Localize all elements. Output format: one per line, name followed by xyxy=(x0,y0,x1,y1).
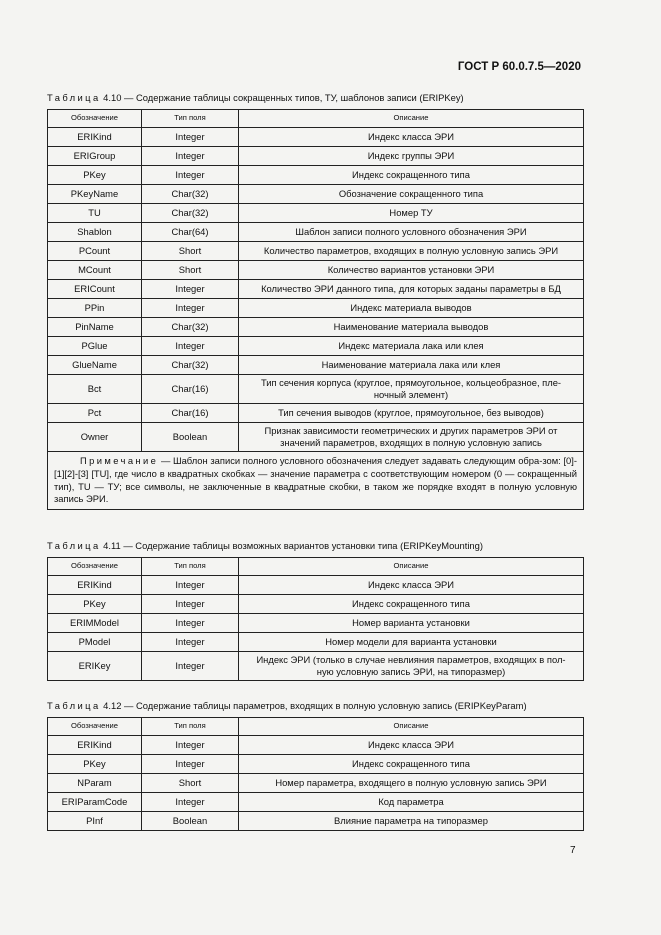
cell-field-type: Integer xyxy=(142,793,239,812)
cell-description: Код параметра xyxy=(239,793,584,812)
table-row xyxy=(48,223,584,242)
cell-designation: NParam xyxy=(48,774,142,793)
cell-description: Количество вариантов установки ЭРИ xyxy=(239,261,584,280)
cell-description: Наименование материала выводов xyxy=(239,318,584,337)
table-row xyxy=(48,356,584,375)
cell-designation: TU xyxy=(48,204,142,223)
cell-designation: MCount xyxy=(48,261,142,280)
table-row xyxy=(48,318,584,337)
cell-designation: Owner xyxy=(48,423,142,452)
column-header-designation: Обозначение xyxy=(48,110,142,128)
cell-designation: ERIGroup xyxy=(48,147,142,166)
cell-designation: PInf xyxy=(48,812,142,831)
caption-prefix: Таблица xyxy=(47,700,101,711)
cell-designation: PKey xyxy=(48,595,142,614)
table-row xyxy=(48,299,584,318)
cell-designation: ERICount xyxy=(48,280,142,299)
cell-field-type: Integer xyxy=(142,755,239,774)
caption-text: 4.11 — Содержание таблицы возможных вариантов установки типа (ERIPKeyMounting) xyxy=(103,540,483,551)
table-row xyxy=(48,614,584,633)
cell-description: Индекс сокращенного типа xyxy=(239,595,584,614)
cell-description: Влияние параметра на типоразмер xyxy=(239,812,584,831)
cell-designation: ERIParamCode xyxy=(48,793,142,812)
cell-description: Тип сечения корпуса (круглое, прямоугольное, кольцеобразное, пле- ночный элемент) xyxy=(239,375,584,404)
caption-prefix: Таблица xyxy=(47,92,101,103)
document-code: ГОСТ Р 60.0.7.5—2020 xyxy=(457,61,581,73)
cell-designation: ERIKind xyxy=(48,576,142,595)
cell-description: Индекс группы ЭРИ xyxy=(239,147,584,166)
cell-description: Индекс материала выводов xyxy=(239,299,584,318)
cell-designation: PPin xyxy=(48,299,142,318)
cell-field-type: Char(32) xyxy=(142,318,239,337)
cell-description: Признак зависимости геометрических и других параметров ЭРИ от значений параметров, входящих в полную условную запись xyxy=(239,423,584,452)
table-row xyxy=(48,242,584,261)
column-header-description: Описание xyxy=(239,558,584,576)
cell-field-type: Integer xyxy=(142,147,239,166)
cell-description: Количество параметров, входящих в полную условную запись ЭРИ xyxy=(239,242,584,261)
cell-description: Индекс класса ЭРИ xyxy=(239,736,584,755)
table-4-11 xyxy=(47,557,584,681)
cell-field-type: Char(32) xyxy=(142,185,239,204)
note-text: — Шаблон записи полного условного обозначения следует задавать следующим обра-зом: [0]-[1][2]-[3] [TU], где число в квадратных скобках — значение параметра с соответствующим номером (0 — сокращенный тип), TU — ТУ; все символы, не заключенные в квадратные скобки, в таком же порядке входят в полную условную запись ЭРИ. xyxy=(54,455,577,505)
caption-text: 4.12 — Содержание таблицы параметров, входящих в полную условную запись (ERIPKeyParam) xyxy=(103,700,527,711)
cell-designation: PKey xyxy=(48,166,142,185)
cell-description: Индекс сокращенного типа xyxy=(239,166,584,185)
cell-field-type: Boolean xyxy=(142,812,239,831)
cell-field-type: Short xyxy=(142,774,239,793)
cell-designation: PModel xyxy=(48,633,142,652)
cell-description: Шаблон записи полного условного обозначения ЭРИ xyxy=(239,223,584,242)
table-caption-4-12 xyxy=(47,700,587,711)
cell-designation: Pct xyxy=(48,404,142,423)
cell-field-type: Integer xyxy=(142,166,239,185)
cell-designation: ERIKey xyxy=(48,652,142,681)
cell-field-type: Short xyxy=(142,261,239,280)
table-note xyxy=(48,452,584,510)
cell-description: Индекс материала лака или клея xyxy=(239,337,584,356)
cell-field-type: Integer xyxy=(142,652,239,681)
cell-designation: Bct xyxy=(48,375,142,404)
table-row xyxy=(48,337,584,356)
table-note-row xyxy=(48,452,584,510)
table-row xyxy=(48,185,584,204)
cell-description: Индекс класса ЭРИ xyxy=(239,576,584,595)
table-header-row xyxy=(48,558,584,576)
cell-designation: PCount xyxy=(48,242,142,261)
table-header-row xyxy=(48,110,584,128)
cell-field-type: Boolean xyxy=(142,423,239,452)
cell-field-type: Char(16) xyxy=(142,375,239,404)
column-header-field-type: Тип поля xyxy=(142,558,239,576)
caption-text: 4.10 — Содержание таблицы сокращенных типов, ТУ, шаблонов записи (ERIPKey) xyxy=(103,92,464,103)
cell-description: Индекс ЭРИ (только в случае невлияния параметров, входящих в пол- ную условную запись ЭРИ, на типоразмер) xyxy=(239,652,584,681)
table-caption-4-10 xyxy=(47,92,587,103)
cell-designation: GlueName xyxy=(48,356,142,375)
cell-designation: ERIKind xyxy=(48,736,142,755)
cell-field-type: Integer xyxy=(142,595,239,614)
table-row xyxy=(48,128,584,147)
cell-field-type: Integer xyxy=(142,337,239,356)
note-prefix: Примечание xyxy=(80,455,159,467)
cell-field-type: Integer xyxy=(142,280,239,299)
cell-description: Индекс класса ЭРИ xyxy=(239,128,584,147)
table-row xyxy=(48,261,584,280)
cell-designation: PGlue xyxy=(48,337,142,356)
table-row xyxy=(48,375,584,404)
column-header-designation: Обозначение xyxy=(48,718,142,736)
table-row xyxy=(48,576,584,595)
table-row xyxy=(48,652,584,681)
cell-description: Наименование материала лака или клея xyxy=(239,356,584,375)
cell-designation: PKey xyxy=(48,755,142,774)
caption-prefix: Таблица xyxy=(47,540,101,551)
cell-field-type: Integer xyxy=(142,736,239,755)
cell-field-type: Integer xyxy=(142,128,239,147)
table-row xyxy=(48,166,584,185)
cell-field-type: Char(64) xyxy=(142,223,239,242)
table-caption-4-11 xyxy=(47,540,587,551)
cell-description: Номер ТУ xyxy=(239,204,584,223)
cell-designation: ERIMModel xyxy=(48,614,142,633)
cell-designation: PKeyName xyxy=(48,185,142,204)
table-row xyxy=(48,793,584,812)
table-row xyxy=(48,204,584,223)
column-header-designation: Обозначение xyxy=(48,558,142,576)
table-4-10 xyxy=(47,109,584,510)
cell-field-type: Integer xyxy=(142,614,239,633)
table-row xyxy=(48,147,584,166)
cell-field-type: Integer xyxy=(142,299,239,318)
column-header-description: Описание xyxy=(239,110,584,128)
cell-field-type: Char(16) xyxy=(142,404,239,423)
cell-designation: Shablon xyxy=(48,223,142,242)
cell-description: Тип сечения выводов (круглое, прямоугольное, без выводов) xyxy=(239,404,584,423)
table-row xyxy=(48,595,584,614)
column-header-description: Описание xyxy=(239,718,584,736)
cell-description: Номер варианта установки xyxy=(239,614,584,633)
table-row xyxy=(48,774,584,793)
cell-description: Обозначение сокращенного типа xyxy=(239,185,584,204)
table-row xyxy=(48,812,584,831)
table-row xyxy=(48,633,584,652)
column-header-field-type: Тип поля xyxy=(142,110,239,128)
table-row xyxy=(48,736,584,755)
table-row xyxy=(48,423,584,452)
table-row xyxy=(48,280,584,299)
cell-field-type: Char(32) xyxy=(142,356,239,375)
table-row xyxy=(48,755,584,774)
cell-field-type: Short xyxy=(142,242,239,261)
table-4-12 xyxy=(47,717,584,831)
cell-description: Номер модели для варианта установки xyxy=(239,633,584,652)
cell-designation: ERIKind xyxy=(48,128,142,147)
cell-designation: PinName xyxy=(48,318,142,337)
page-number: 7 xyxy=(570,845,576,856)
table-header-row xyxy=(48,718,584,736)
cell-field-type: Integer xyxy=(142,633,239,652)
cell-field-type: Integer xyxy=(142,576,239,595)
cell-description: Номер параметра, входящего в полную условную запись ЭРИ xyxy=(239,774,584,793)
column-header-field-type: Тип поля xyxy=(142,718,239,736)
cell-field-type: Char(32) xyxy=(142,204,239,223)
cell-description: Индекс сокращенного типа xyxy=(239,755,584,774)
table-row xyxy=(48,404,584,423)
cell-description: Количество ЭРИ данного типа, для которых заданы параметры в БД xyxy=(239,280,584,299)
